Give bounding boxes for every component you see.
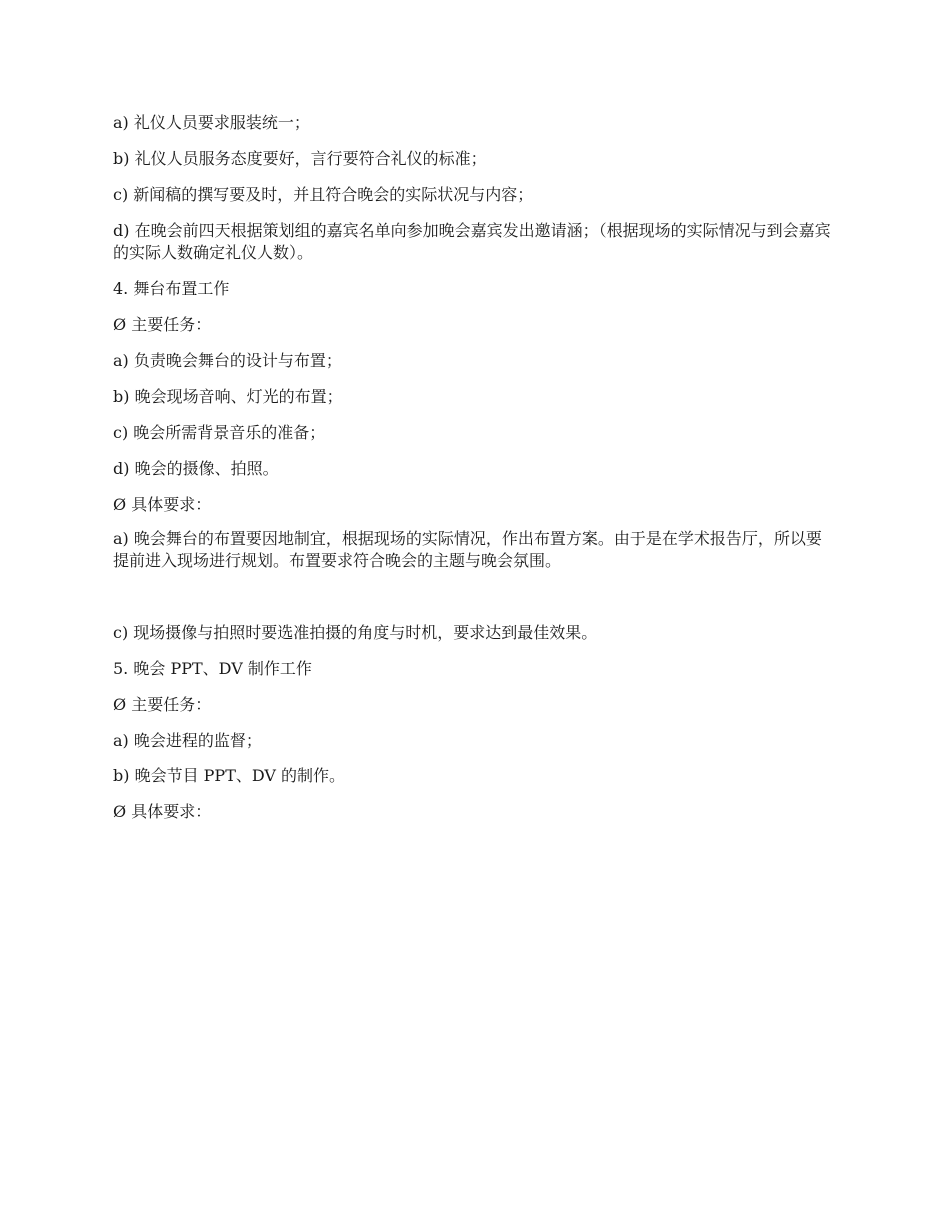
list-item-background-music: c) 晚会所需背景音乐的准备； — [113, 423, 326, 442]
list-item-sound-lighting: b) 晚会现场音响、灯光的布置； — [113, 387, 343, 406]
list-item-camera-angles: c) 现场摄像与拍照时要选准拍摄的角度与时机，要求达到最佳效果。 — [113, 623, 598, 642]
list-item-etiquette-attitude: b) 礼仪人员服务态度要好，言行要符合礼仪的标准； — [113, 149, 487, 168]
list-item-invitations: d) 在晚会前四天根据策划组的嘉宾名单向参加晚会嘉宾发出邀请涵；（根据现场的实际情况与到会嘉宾的实际人数确定礼仪人数）。 — [113, 221, 831, 262]
subheading-main-tasks-2: Ø 主要任务： — [113, 695, 212, 714]
section-heading-stage: 4. 舞台布置工作 — [113, 279, 230, 298]
list-item-ppt-dv-production: b) 晚会节目 PPT、DV 的制作。 — [113, 766, 346, 785]
subheading-main-tasks: Ø 主要任务： — [113, 315, 212, 334]
list-item-progress-supervision: a) 晚会进程的监督； — [113, 731, 262, 750]
list-item-etiquette-uniform: a) 礼仪人员要求服装统一； — [113, 113, 310, 132]
list-item-stage-layout: a) 晚会舞台的布置要因地制宜，根据现场的实际情况，作出布置方案。由于是在学术报告厅，所以要提前进入现场进行规划。布置要求符合晚会的主题与晚会氛围。 — [113, 529, 822, 570]
list-item-photography: d) 晚会的摄像、拍照。 — [113, 459, 279, 478]
section-heading-ppt-dv: 5. 晚会 PPT、DV 制作工作 — [113, 659, 312, 678]
subheading-requirements: Ø 具体要求： — [113, 495, 212, 514]
subheading-requirements-2: Ø 具体要求： — [113, 802, 212, 821]
list-item-stage-design: a) 负责晚会舞台的设计与布置； — [113, 351, 342, 370]
list-item-press-release: c) 新闻稿的撰写要及时，并且符合晚会的实际状况与内容； — [113, 185, 534, 204]
